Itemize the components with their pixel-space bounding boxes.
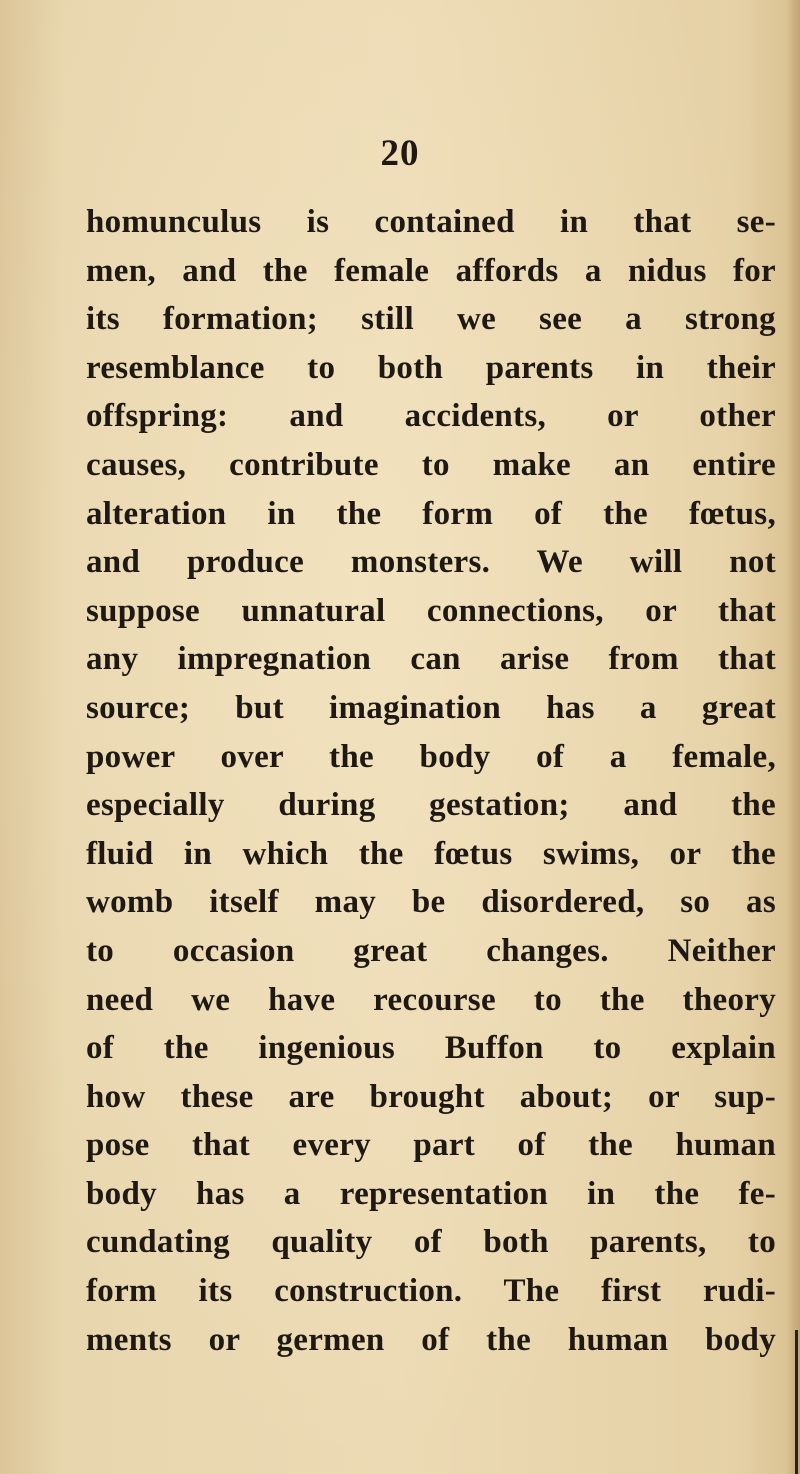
text-line: need we have recourse to the theory (86, 981, 776, 1018)
text-line: ments or germen of the human body (86, 1321, 776, 1358)
text-line: of the ingenious Buffon to explain (86, 1030, 776, 1067)
text-line: source; but imagination has a great (86, 689, 776, 726)
text-line: especially during gestation; and the (86, 787, 776, 824)
text-line: and produce monsters. We will not (86, 544, 776, 581)
text-line: power over the body of a female, (86, 738, 776, 775)
text-line: form its construction. The first rudi- (86, 1273, 776, 1310)
text-line: to occasion great changes. Neither (86, 932, 776, 969)
text-line: womb itself may be disordered, so as (86, 884, 776, 921)
page-number: 20 (380, 133, 420, 174)
text-line: men, and the female affords a nidus for (86, 252, 776, 289)
text-line: its formation; still we see a strong (86, 301, 776, 338)
text-line: body has a representation in the fe- (86, 1175, 776, 1212)
text-line: fluid in which the fœtus swims, or the (86, 835, 776, 872)
text-line: any impregnation can arise from that (86, 641, 776, 678)
text-line: suppose unnatural connections, or that (86, 592, 776, 629)
page-edge-shadow (786, 0, 800, 1474)
text-line: alteration in the form of the fœtus, (86, 495, 776, 532)
text-line: how these are brought about; or sup- (86, 1078, 776, 1115)
text-line: offspring: and accidents, or other (86, 398, 776, 435)
text-line: cundating quality of both parents, to (86, 1224, 776, 1261)
text-line: homunculus is contained in that se- (86, 204, 776, 240)
body-text (86, 198, 776, 1364)
text-line: resemblance to both parents in their (86, 349, 776, 386)
text-line: causes, contribute to make an entire (86, 446, 776, 483)
text-line: pose that every part of the human (86, 1127, 776, 1164)
page-edge-mark (795, 1330, 798, 1474)
